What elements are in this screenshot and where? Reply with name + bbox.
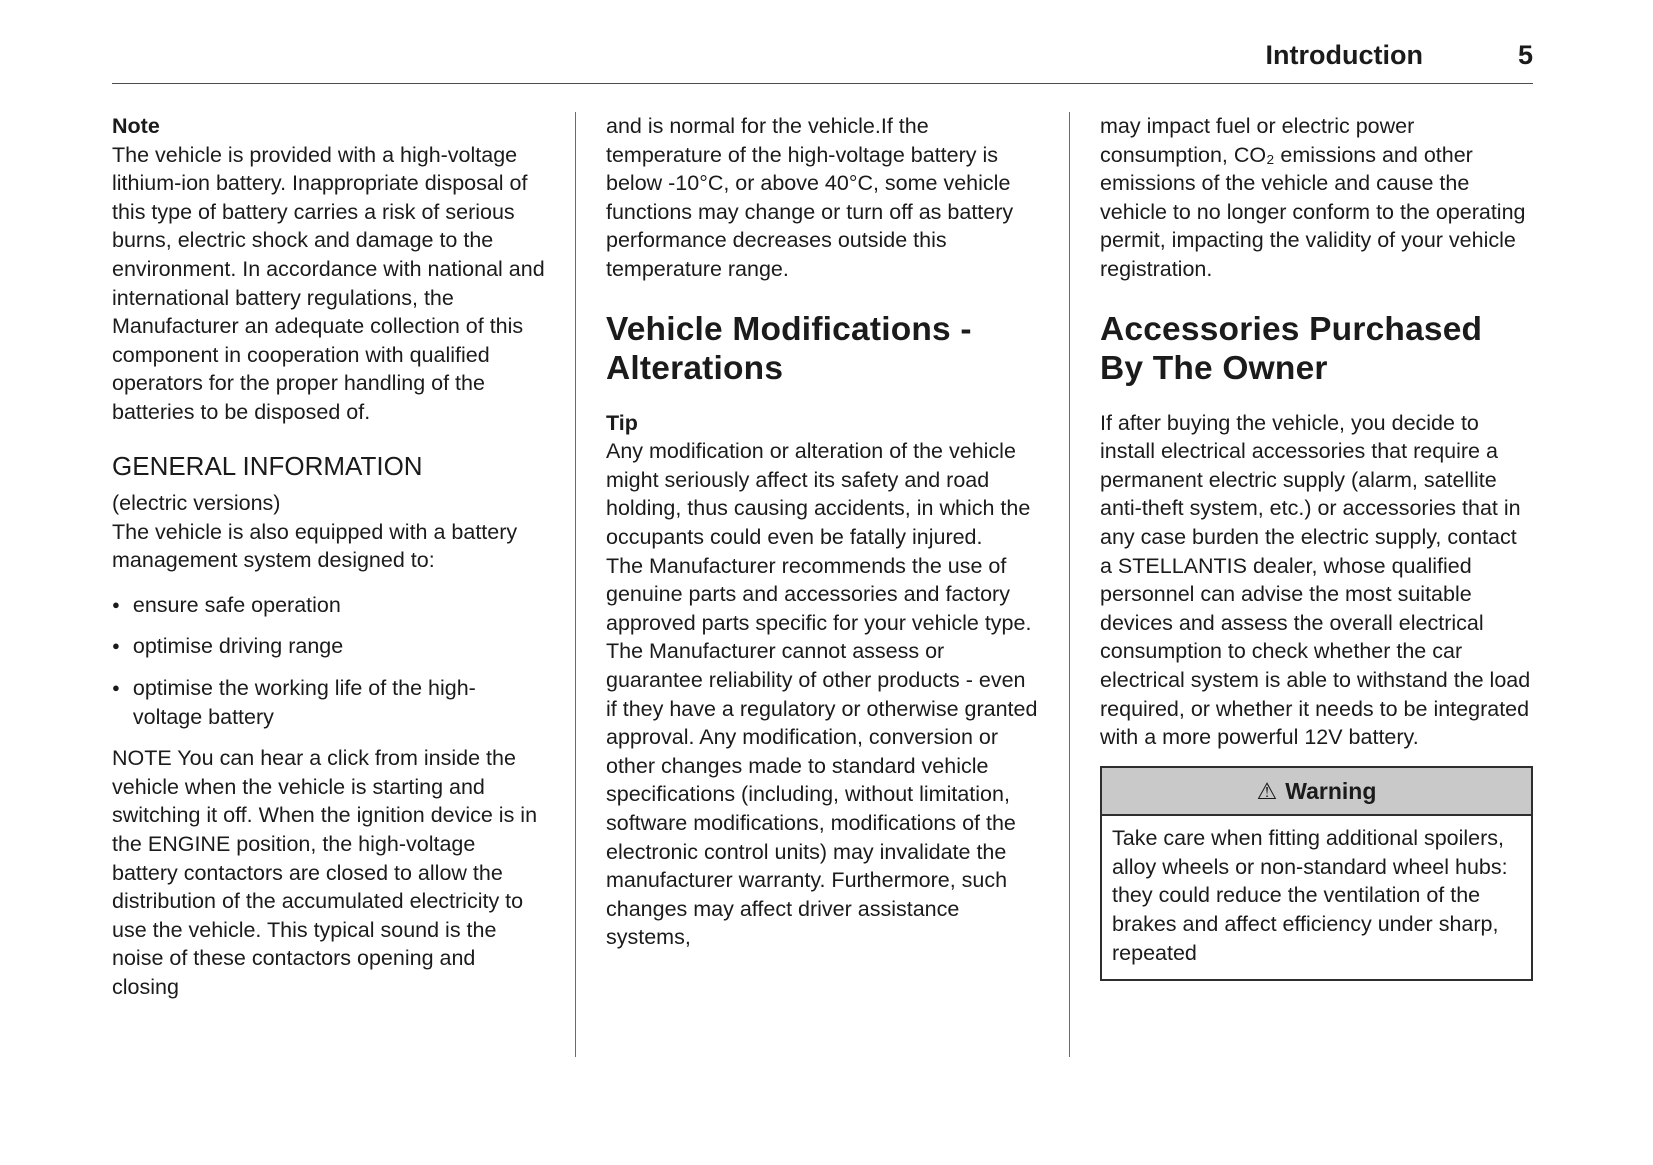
- note-heading: Note: [112, 114, 160, 138]
- page-number: 5: [1517, 40, 1533, 70]
- accessories-heading: Accessories Purchased By The Owner: [1100, 310, 1483, 388]
- page-header: [112, 40, 1533, 84]
- genuine-parts-paragraph: The Manufacturer recommends the use of genuine parts and accessories and factory approved parts specific for your vehicle type.: [606, 553, 1032, 635]
- bullet-icon: ●: [112, 596, 120, 612]
- list-item-label: optimise driving range: [132, 634, 344, 659]
- general-information-heading: GENERAL INFORMATION: [112, 450, 423, 481]
- bullet-icon: ●: [112, 638, 120, 654]
- content-columns: [112, 112, 1533, 1057]
- column-1: [112, 112, 575, 1057]
- accessories-paragraph: If after buying the vehicle, you decide to install electrical accessories that require a permanent electric supply (alarm, satellite anti-theft system, etc.) or accessories that in any case burden the electric supply, contact a STELLANTIS dealer, whose qualified personnel can advise the most suitable devices and assess the overall electrical consumption to check whether the car electrical system is able to withstand the load required, or whether it needs to be integrated with a more powerful 12V battery.: [1100, 410, 1531, 750]
- bms-feature-list: [112, 591, 545, 731]
- bms-intro-paragraph: The vehicle is also equipped with a battery management system designed to:: [112, 519, 518, 573]
- chapter-title: Introduction: [1265, 40, 1423, 70]
- electric-versions-note: (electric versions): [112, 491, 281, 516]
- contactor-note-paragraph: NOTE You can hear a click from inside the vehicle when the vehicle is starting and switching it off. When the ignition device is in the ENGINE position, the high-voltage battery contactors are closed to allow the distribution of the accumulated electricity to use the vehicle. This typical sound is the noise of these contactors opening and closing: [112, 746, 538, 1000]
- warning-triangle-icon: ⚠: [1256, 777, 1278, 804]
- tip-heading: Tip: [606, 410, 638, 435]
- list-item-label: ensure safe operation: [132, 592, 341, 617]
- list-item: [112, 632, 545, 661]
- column-3: [1070, 112, 1533, 1057]
- vehicle-modifications-heading: Vehicle Modifications - Alterations: [606, 310, 972, 388]
- warning-box-header: [1102, 768, 1531, 817]
- list-item: [112, 591, 545, 620]
- warning-box-body: Take care when fitting additional spoilers, alloy wheels or non-standard wheel hubs: they could reduce the ventilation of the brakes and affect efficiency under sharp, repeated: [1112, 826, 1508, 965]
- column-2: [575, 112, 1070, 1057]
- warning-box: [1100, 766, 1533, 982]
- modification-warning-paragraph: Any modification or alteration of the vehicle might seriously affect its safety and road holding, thus causing accidents, in which the occupants could even be fatally injured.: [606, 439, 1031, 549]
- emissions-paragraph: may impact fuel or electric power consumption, CO₂ emissions and other emissions of the vehicle and cause the vehicle to no longer conform to the operating permit, impacting the validity of your vehicle registration.: [1100, 114, 1526, 281]
- warning-title: Warning: [1285, 777, 1377, 804]
- list-item-label: optimise the working life of the high-voltage battery: [132, 676, 476, 729]
- note-paragraph: The vehicle is provided with a high-voltage lithium-ion battery. Inappropriate disposal of this type of battery carries a risk of serious burns, electric shock and damage to the environment. In accordance with national and international battery regulations, the Manufacturer an adequate collection of this component in cooperation with qualified operators for the proper handling of the batteries to be disposed of.: [112, 142, 545, 424]
- list-item: [112, 674, 545, 731]
- temperature-paragraph: and is normal for the vehicle.If the temperature of the high-voltage battery is below -10°C, or above 40°C, some vehicle functions may change or turn off as battery performance decreases outside this temperature range.: [606, 114, 1014, 281]
- warranty-paragraph: The Manufacturer cannot assess or guarantee reliability of other products - even if they have a regulatory or otherwise granted approval. Any modification, conversion or other changes made to standard vehicle specifications (including, without limitation, software modifications, modifications of the electronic control units) may invalidate the manufacturer warranty. Furthermore, such changes may affect driver assistance systems,: [606, 639, 1038, 950]
- bullet-icon: ●: [112, 680, 120, 696]
